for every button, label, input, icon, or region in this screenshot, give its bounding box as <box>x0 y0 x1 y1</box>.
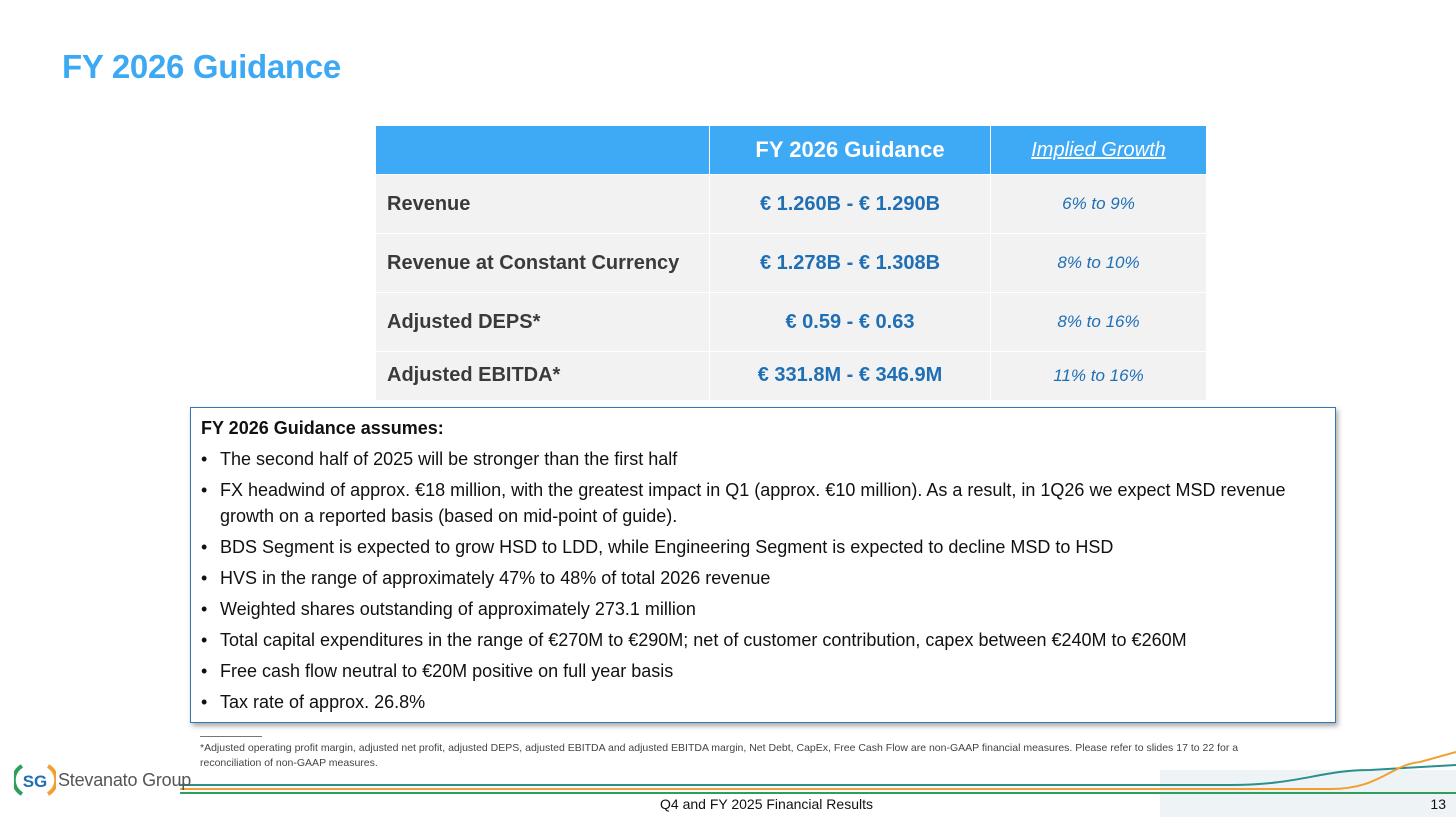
footnote-rule <box>200 736 262 737</box>
list-item <box>201 689 1335 715</box>
list-item-text: Tax rate of approx. 26.8% <box>220 692 426 712</box>
list-item-text: Free cash flow neutral to €20M positive on full year basis <box>220 661 674 681</box>
row-guidance-value: € 1.278B - € 1.308B <box>710 234 991 293</box>
list-item-text: FX headwind of approx. €18 million, with the greatest impact in Q1 (approx. €10 million). As a result, in 1Q26 we expect MSD revenue growth on a reported basis (based on mid-point of guide). <box>220 480 1286 526</box>
table-row <box>376 352 1206 400</box>
assumptions-title: FY 2026 Guidance assumes: <box>201 418 444 438</box>
row-metric: Revenue at Constant Currency <box>376 234 710 293</box>
row-guidance-value: € 1.260B - € 1.290B <box>710 175 991 234</box>
list-item <box>201 596 1335 622</box>
bullet: • <box>201 568 208 588</box>
bullet: • <box>201 599 208 619</box>
bullet: • <box>201 449 208 469</box>
list-item-text: HVS in the range of approximately 47% to 48% of total 2026 revenue <box>220 568 771 588</box>
logo-text: Stevanato Group <box>58 769 192 790</box>
list-item-text: Total capital expenditures in the range of €270M to €290M; net of customer contribution, capex between €240M to €260M <box>220 630 1187 650</box>
footer-title: Q4 and FY 2025 Financial Results <box>660 796 873 812</box>
assumptions-box <box>190 407 1336 723</box>
table-row <box>376 175 1206 234</box>
bullet: • <box>201 480 208 500</box>
bullet: • <box>201 661 208 681</box>
row-metric: Adjusted DEPS* <box>376 293 710 352</box>
page-number: 13 <box>1430 796 1446 812</box>
bullet: • <box>201 692 208 712</box>
row-guidance-value: € 0.59 - € 0.63 <box>710 293 991 352</box>
row-guidance-value: € 331.8M - € 346.9M <box>710 352 991 400</box>
company-logo <box>14 760 191 800</box>
list-item <box>201 658 1335 684</box>
row-implied-growth: 6% to 9% <box>991 175 1207 234</box>
list-item <box>201 446 1335 472</box>
footnote: *Adjusted operating profit margin, adjusted net profit, adjusted DEPS, adjusted EBITDA and adjusted EBITDA margin, Net Debt, CapEx, Free Cash Flow are non-GAAP financial measures. Please refer to slides 17 to 22 for a reconciliation of non-GAAP measures. <box>200 742 1239 769</box>
header-implied-growth: Implied Growth <box>991 126 1207 175</box>
list-item <box>201 565 1335 591</box>
list-item-text: Weighted shares outstanding of approximately 273.1 million <box>220 599 696 619</box>
bullet: • <box>201 537 208 557</box>
svg-text:SG: SG <box>22 772 48 791</box>
list-item-text: The second half of 2025 will be stronger than the first half <box>220 449 678 469</box>
stevanato-logo-icon <box>14 760 56 800</box>
table-row <box>376 234 1206 293</box>
bullet: • <box>201 630 208 650</box>
row-implied-growth: 11% to 16% <box>991 352 1207 400</box>
row-metric: Revenue <box>376 175 710 234</box>
list-item <box>201 627 1335 653</box>
header-metric <box>376 126 710 175</box>
guidance-table <box>376 126 1206 400</box>
list-item-text: BDS Segment is expected to grow HSD to LDD, while Engineering Segment is expected to decline MSD to HSD <box>220 537 1114 557</box>
list-item <box>201 534 1335 560</box>
page-title: FY 2026 Guidance <box>62 48 341 85</box>
row-metric: Adjusted EBITDA* <box>376 352 710 400</box>
table-row <box>376 293 1206 352</box>
assumptions-list <box>201 446 1335 715</box>
header-guidance: FY 2026 Guidance <box>710 126 991 175</box>
table-header-row <box>376 126 1206 175</box>
row-implied-growth: 8% to 16% <box>991 293 1207 352</box>
list-item <box>201 477 1335 529</box>
row-implied-growth: 8% to 10% <box>991 234 1207 293</box>
